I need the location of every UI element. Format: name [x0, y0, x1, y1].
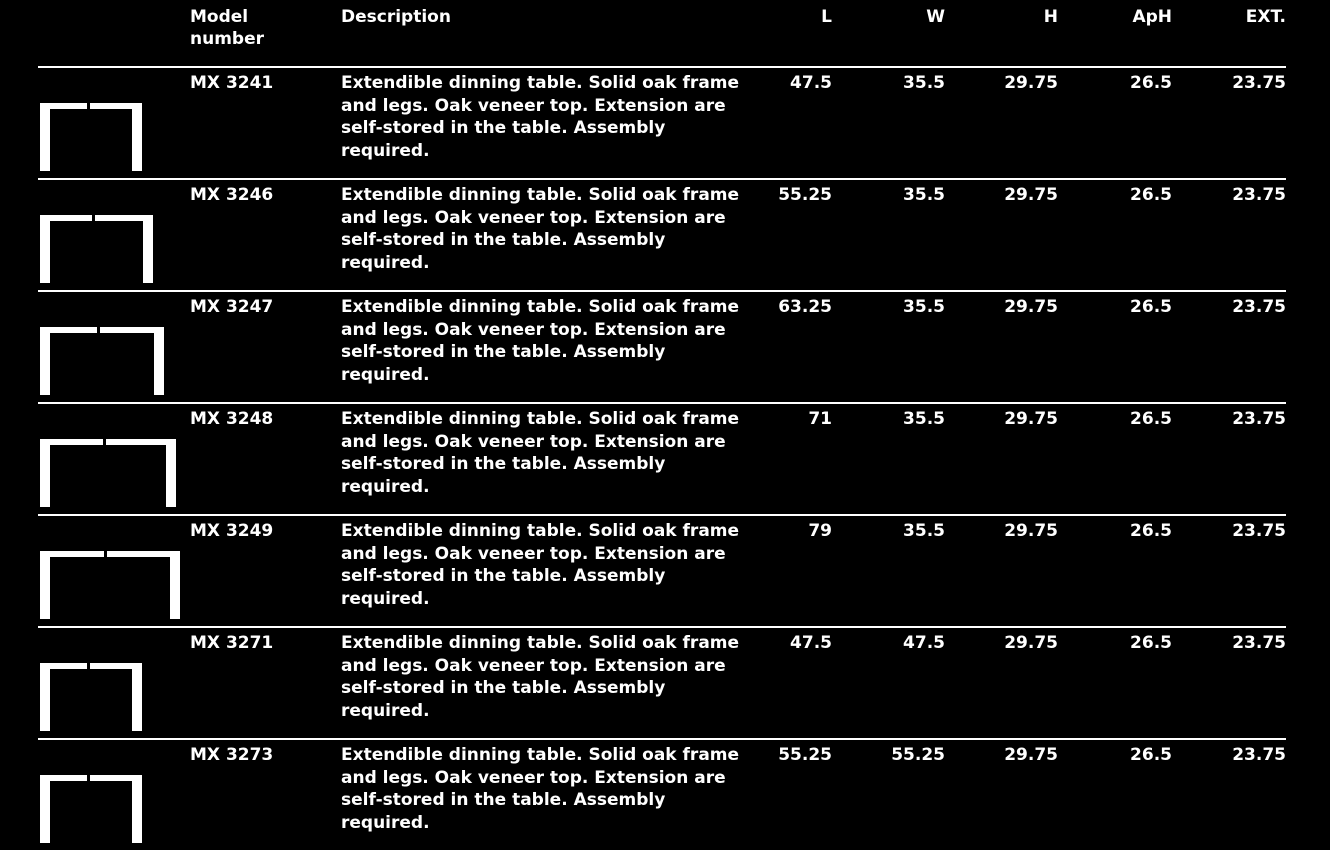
dimension-h: 29.75 [1004, 521, 1058, 541]
dimension-w: 55.25 [891, 745, 945, 765]
dimension-h: 29.75 [1004, 185, 1058, 205]
description-line: Extendible dinning table. Solid oak frame [341, 521, 740, 541]
dimension-ext: 23.75 [1232, 297, 1286, 317]
row-divider [38, 514, 1286, 516]
row-divider [38, 402, 1286, 404]
description-line: and legs. Oak veneer top. Extension are [341, 655, 726, 676]
header-model-line2: number [190, 29, 265, 49]
dimension-l: 55.25 [778, 745, 832, 765]
dimension-ext: 23.75 [1232, 745, 1286, 765]
table-icon [40, 215, 153, 283]
description-line: self-stored in the table. Assembly required. [341, 566, 666, 609]
table-row [0, 626, 1330, 738]
dimension-aph: 26.5 [1130, 185, 1172, 205]
model-number: MX 3246 [190, 185, 274, 205]
dimension-aph: 26.5 [1130, 409, 1172, 429]
table-icon [40, 439, 176, 507]
description [341, 72, 741, 162]
dimension-l: 71 [808, 409, 832, 429]
dimension-ext: 23.75 [1232, 73, 1286, 93]
description-line: and legs. Oak veneer top. Extension are [341, 319, 726, 340]
dimension-aph: 26.5 [1130, 297, 1172, 317]
description [341, 520, 741, 610]
description [341, 184, 741, 274]
header-length: L [821, 7, 832, 27]
header-height: H [1043, 7, 1058, 27]
description-line: self-stored in the table. Assembly required. [341, 790, 666, 833]
table-row [0, 290, 1330, 402]
description-line: and legs. Oak veneer top. Extension are [341, 207, 726, 228]
model-number: MX 3241 [190, 73, 274, 93]
table-icon [40, 103, 142, 171]
row-divider [38, 626, 1286, 628]
dimension-h: 29.75 [1004, 745, 1058, 765]
header-aph: ApH [1132, 7, 1172, 27]
header-ext: EXT. [1245, 7, 1286, 27]
dimension-aph: 26.5 [1130, 745, 1172, 765]
table-icon [40, 327, 164, 395]
description-line: self-stored in the table. Assembly required. [341, 454, 666, 497]
dimension-h: 29.75 [1004, 73, 1058, 93]
model-number: MX 3271 [190, 633, 274, 653]
dimension-ext: 23.75 [1232, 185, 1286, 205]
table-icon [40, 775, 142, 843]
description-line: self-stored in the table. Assembly required. [341, 230, 666, 273]
row-divider [38, 738, 1286, 740]
description [341, 632, 741, 722]
dimension-l: 63.25 [778, 297, 832, 317]
dimension-aph: 26.5 [1130, 633, 1172, 653]
row-divider [38, 178, 1286, 180]
description-line: Extendible dinning table. Solid oak frame [341, 745, 740, 765]
dimension-w: 35.5 [903, 521, 945, 541]
dimension-l: 79 [808, 521, 832, 541]
table-row [0, 402, 1330, 514]
dimension-ext: 23.75 [1232, 521, 1286, 541]
description-line: Extendible dinning table. Solid oak frame [341, 297, 740, 317]
description-line: and legs. Oak veneer top. Extension are [341, 767, 726, 788]
description-line: self-stored in the table. Assembly required. [341, 118, 666, 161]
description-line: Extendible dinning table. Solid oak frame [341, 73, 740, 93]
dimension-l: 47.5 [790, 73, 832, 93]
model-number: MX 3273 [190, 745, 274, 765]
dimension-l: 47.5 [790, 633, 832, 653]
description [341, 296, 741, 386]
model-number: MX 3249 [190, 521, 274, 541]
dimension-h: 29.75 [1004, 297, 1058, 317]
dimension-h: 29.75 [1004, 633, 1058, 653]
row-divider [38, 66, 1286, 68]
description-line: and legs. Oak veneer top. Extension are [341, 543, 726, 564]
header-model-number [190, 6, 264, 50]
model-number: MX 3247 [190, 297, 274, 317]
table-icon [40, 663, 142, 731]
description [341, 408, 741, 498]
header-width: W [926, 7, 945, 27]
table-row [0, 514, 1330, 626]
table-icon [40, 551, 180, 619]
dimension-w: 35.5 [903, 297, 945, 317]
description [341, 744, 741, 834]
description-line: self-stored in the table. Assembly required. [341, 342, 666, 385]
description-line: and legs. Oak veneer top. Extension are [341, 431, 726, 452]
dimension-ext: 23.75 [1232, 409, 1286, 429]
description-line: Extendible dinning table. Solid oak frame [341, 633, 740, 653]
dimension-l: 55.25 [778, 185, 832, 205]
description-line: Extendible dinning table. Solid oak frame [341, 185, 740, 205]
dimension-aph: 26.5 [1130, 521, 1172, 541]
description-line: self-stored in the table. Assembly required. [341, 678, 666, 721]
row-divider [38, 290, 1286, 292]
dimension-w: 47.5 [903, 633, 945, 653]
description-line: and legs. Oak veneer top. Extension are [341, 95, 726, 116]
dimension-ext: 23.75 [1232, 633, 1286, 653]
header-description: Description [341, 7, 451, 27]
model-number: MX 3248 [190, 409, 274, 429]
dimension-aph: 26.5 [1130, 73, 1172, 93]
dimension-w: 35.5 [903, 409, 945, 429]
description-line: Extendible dinning table. Solid oak frame [341, 409, 740, 429]
dimension-w: 35.5 [903, 185, 945, 205]
dimension-w: 35.5 [903, 73, 945, 93]
table-row [0, 178, 1330, 290]
dimension-h: 29.75 [1004, 409, 1058, 429]
header-model-line1: Model [190, 7, 249, 27]
table-row [0, 738, 1330, 850]
table-row [0, 66, 1330, 178]
